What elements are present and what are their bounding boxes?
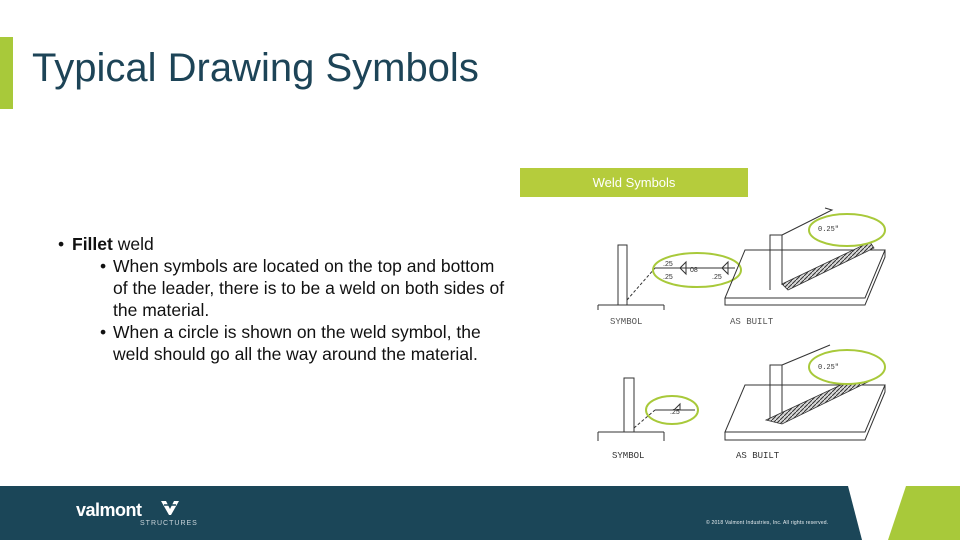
sub-bullet-circle: • When a circle is shown on the weld symbol, the weld should go all the way around the material. [72,321,508,365]
weld-symbols-header: Weld Symbols [520,168,748,197]
bullet-fillet-rest: weld [112,234,154,254]
top-dim-upper: .25 [663,261,673,268]
sub-bullet-top-bottom: • When symbols are located on the top and bottom of the leader, there is to be a weld on both sides of the material. [72,255,508,321]
bottom-callout-text: 0.25" [818,364,840,372]
title-accent-bar [0,37,13,109]
bottom-symbol-label: SYMBOL [612,451,645,461]
bullet-fillet-bold: Fillet [72,234,113,254]
bullet-list [58,233,508,365]
top-dim-mid: 08 [690,267,698,274]
valmont-logo-mark-icon [160,499,180,517]
valmont-logo-text: valmont [76,500,142,520]
valmont-logo-subtitle: STRUCTURES [140,520,198,527]
top-dim-lower: .25 [663,274,673,281]
slide-title: Typical Drawing Symbols [32,46,479,90]
top-symbol-label: SYMBOL [610,317,643,327]
top-asbuilt-label: AS BUILT [730,317,774,327]
top-callout-text: 0.25" [818,226,840,234]
top-weld-bead [782,242,874,290]
weld-symbols-diagram [560,200,900,470]
footer-bar [0,486,960,540]
bottom-dim: .25 [670,409,680,416]
top-dim-right: .25 [712,274,722,281]
bottom-asbuilt-label: AS BUILT [736,451,780,461]
bullet-fillet-weld [58,233,508,365]
copyright-notice: © 2018 Valmont Industries, Inc. All rights reserved. [706,520,829,526]
